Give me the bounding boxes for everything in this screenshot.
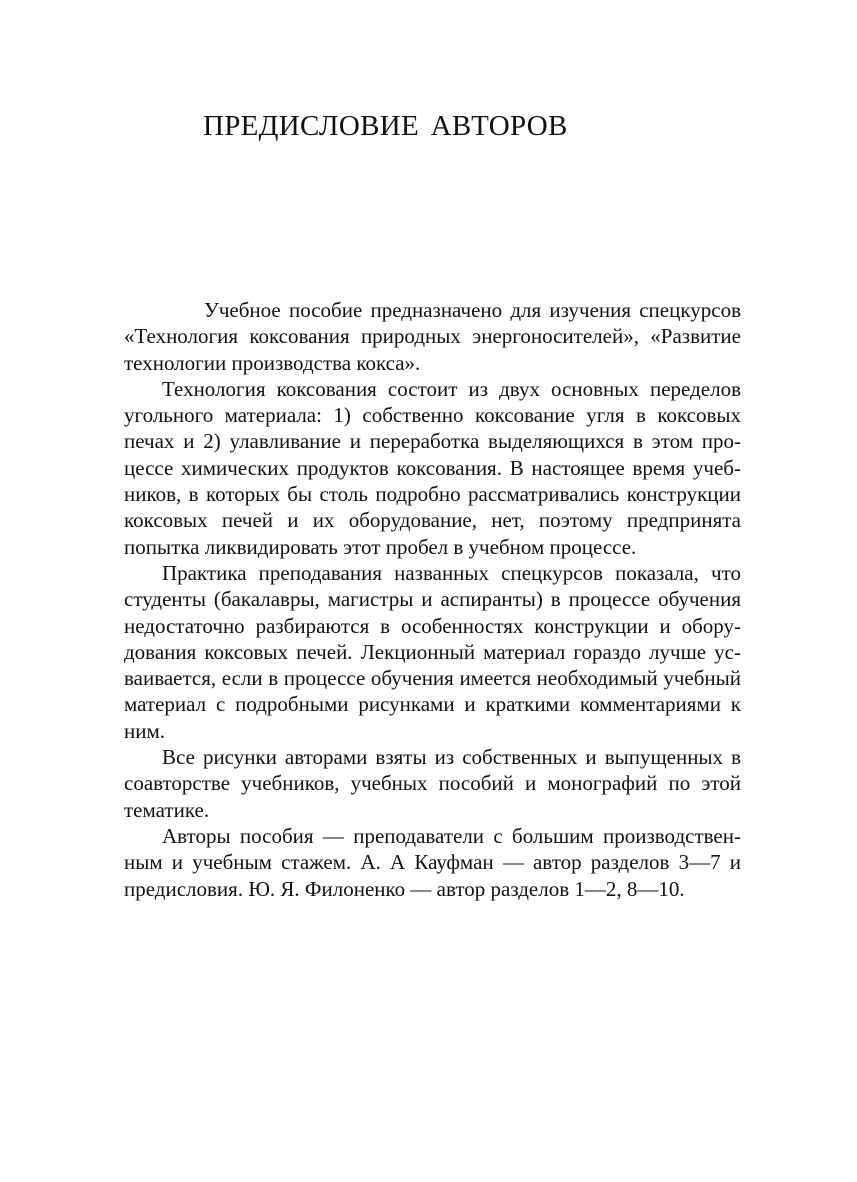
paragraph-figures: Все рисунки авторами взяты из собственных и выпущенных в соавторстве учебников, учебных пособий и монографий по этой тематике. <box>124 745 741 822</box>
paragraph-practice: Практика преподавания названных спецкурсов показала, что студенты (бакалавры, магистры и аспиранты) в процессе обучения недостаточно разбираются в особенностях конструкции и оборудования коксовых печей. Лекционный материал гораздо лучше усваивается, если в процессе обучения имеется необходимый учебный материал с подробными рисунками и краткими комментариями к ним. <box>124 560 741 743</box>
paragraph-authors: Авторы пособия — преподаватели с большим производственным и учебным стажем. А. А Кауфман — автор разделов 3—7 и предисловия. Ю. Я. Филоненко — автор разделов 1—2, 8—10. <box>124 823 741 901</box>
paragraph-technology: Технология коксования состоит из двух основных переделов угольного материала: 1) собственно коксование угля в коксовых печах и 2) улавливание и переработка выделяющихся в этом процессе химических продуктов коксования. В настоящее время учебников, в которых бы столь подробно рассматривались конструкции коксовых печей и их оборудование, нет, поэтому предпринята попытка ликвидировать этот пробел в учебном процессе. <box>124 376 741 559</box>
page-title: ПРЕДИСЛОВИЕ АВТОРОВ <box>203 110 568 142</box>
paragraph-purpose: Учебное пособие предназначено для изучения спецкурсов «Технология коксования природных энергоносителей», «Развитие технологии производства кокса». <box>124 298 741 375</box>
preface-body <box>124 297 741 902</box>
